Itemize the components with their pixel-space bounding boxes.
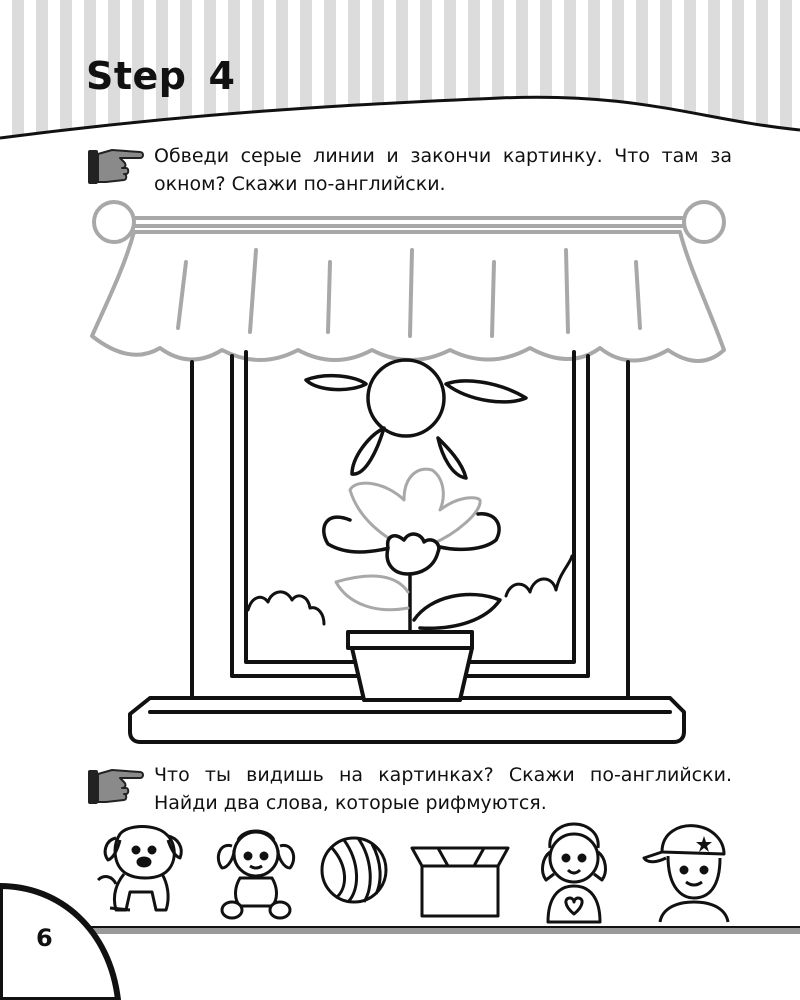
title-word: Step <box>86 54 187 98</box>
task-instruction-2: Что ты видишь на картинках? Скажи по-английски. Найди два слова, которые рифмуются. <box>154 764 732 814</box>
pointing-hand-icon <box>86 764 146 808</box>
box-icon <box>408 818 512 924</box>
boy-icon <box>640 818 740 924</box>
flower-pot <box>348 632 472 700</box>
page-number: 6 <box>36 924 53 952</box>
sun-drawing <box>306 360 526 478</box>
windowsill <box>130 698 684 742</box>
doll-icon <box>204 818 308 924</box>
ball-icon <box>318 818 390 924</box>
dog-icon <box>86 818 190 924</box>
step-number: 4 <box>208 54 236 98</box>
flower-drawing <box>324 469 500 632</box>
curtain-valance <box>92 232 724 361</box>
task-instruction-1: Обведи серые линии и закончи картинку. Что там за окном? Скажи по-английски. <box>154 145 732 195</box>
girl-icon <box>528 818 620 924</box>
